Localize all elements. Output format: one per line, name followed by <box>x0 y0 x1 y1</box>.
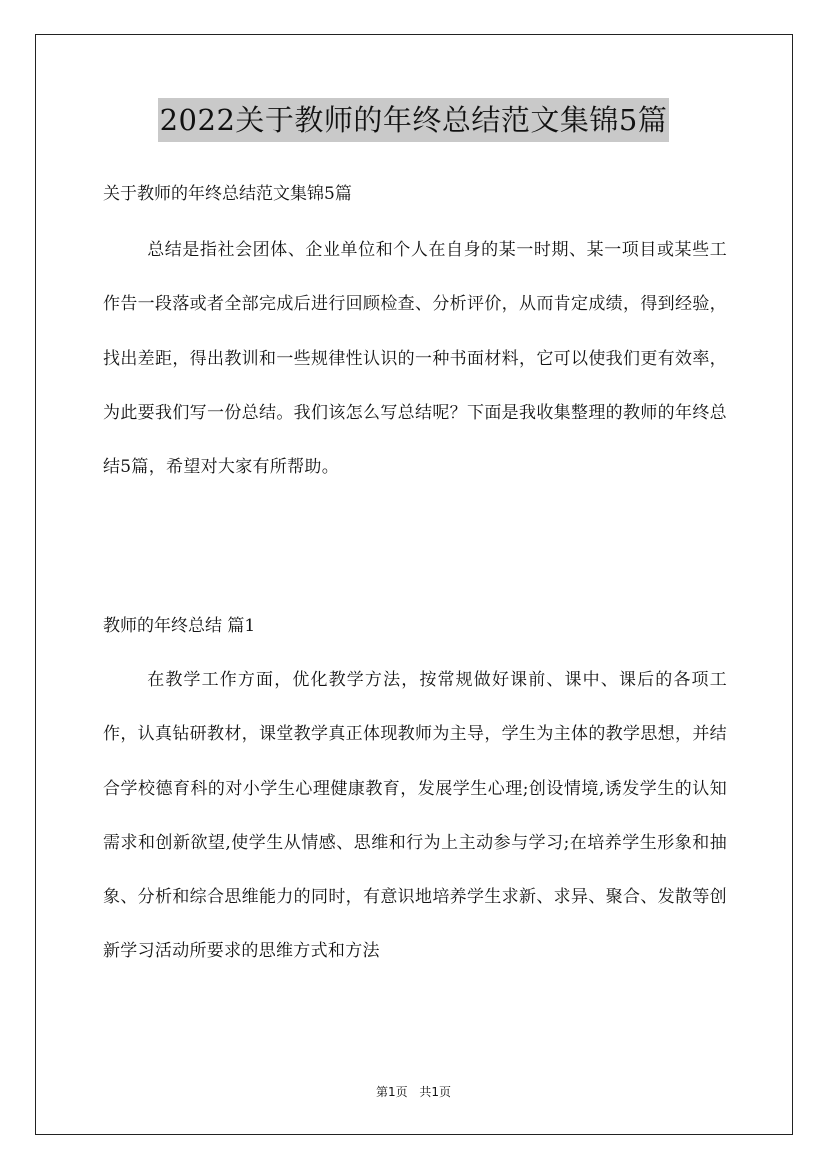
section-paragraph: 在教学工作方面，优化教学方法，按常规做好课前、课中、课后的各项工作，认真钻研教材，课堂教学真正体现教师为主导，学生为主体的教学思想，并结合学校德育科的对小学生心理健康教育，发展学生心理;创设情境,诱发学生的认知需求和创新欲望,使学生从情感、思维和行为上主动参与学习;在培养学生形象和抽象、分析和综合思维能力的同时，有意识地培养学生求新、求异、聚合、发散等创新学习活动所要求的思维方式和方法 <box>103 670 727 962</box>
page-footer <box>0 1083 827 1101</box>
document-title: 2022关于教师的年终总结范文集锦5篇 <box>158 98 670 142</box>
document-subtitle: 关于教师的年终总结范文集锦5篇 <box>103 184 352 204</box>
intro-paragraph: 总结是指社会团体、企业单位和个人在自身的某一时期、某一项目或某些工作告一段落或者全部完成后进行回顾检查、分析评价，从而肯定成绩，得到经验，找出差距，得出教训和一些规律性认识的一种书面材料，它可以使我们更有效率，为此要我们写一份总结。我们该怎么写总结呢？下面是我收集整理的教师的年终总结5篇，希望对大家有所帮助。 <box>103 240 727 478</box>
section-heading: 教师的年终总结 篇1 <box>103 616 256 636</box>
page-number-total: 共1页 <box>419 1085 452 1099</box>
title-container <box>0 98 827 142</box>
page-number-current: 第1页 <box>375 1085 408 1099</box>
